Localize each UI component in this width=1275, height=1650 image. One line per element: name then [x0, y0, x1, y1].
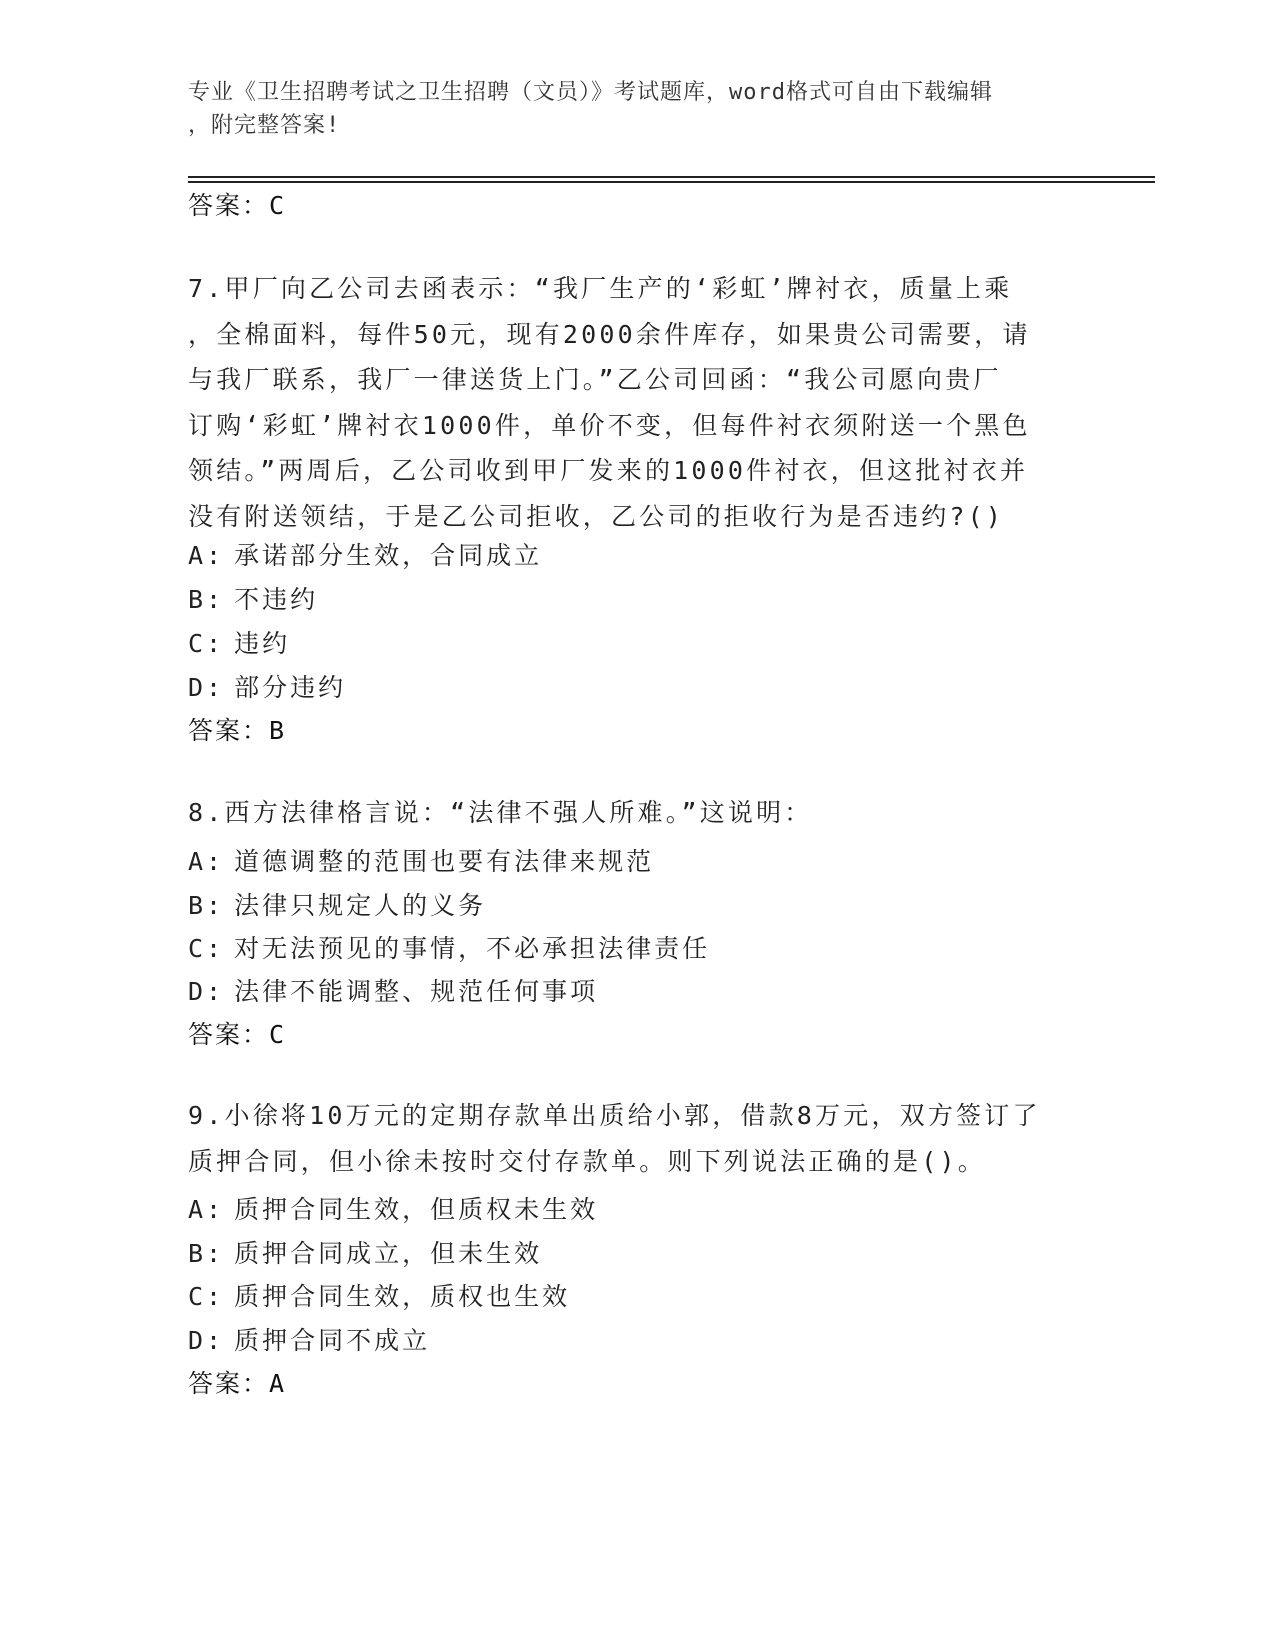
question-line: ，全棉面料，每件50元，现有2000余件库存，如果贵公司需要，请 — [188, 319, 1031, 349]
question-line: 没有附送领结，于是乙公司拒收，乙公司的拒收行为是否违约?() — [188, 501, 1005, 531]
question-8-answer — [188, 1015, 285, 1051]
answer-value: A — [269, 1369, 286, 1398]
option-letter: B: — [188, 585, 225, 614]
option-letter: A: — [188, 847, 225, 876]
prev-answer — [188, 186, 285, 222]
question-9-option-a — [188, 1190, 598, 1226]
question-8-option-b — [188, 886, 486, 922]
option-letter: A: — [188, 541, 225, 570]
option-letter: D: — [188, 673, 225, 702]
question-line: 与我厂联系，我厂一律送货上门。”乙公司回函：“我公司愿向贵厂 — [188, 365, 1002, 394]
question-line: 质押合同，但小徐未按时交付存款单。则下列说法正确的是()。 — [188, 1146, 986, 1176]
question-line: 9.小徐将10万元的定期存款单出质给小郭，借款8万元，双方签订了 — [188, 1101, 1041, 1130]
question-9-option-b — [188, 1234, 542, 1270]
question-7-option-b — [188, 580, 318, 616]
question-7-answer — [188, 711, 285, 747]
answer-label: 答案： — [188, 191, 270, 220]
option-letter: B: — [188, 1239, 225, 1268]
option-text: 不违约 — [234, 585, 319, 614]
option-text: 质押合同不成立 — [234, 1326, 431, 1355]
header-line-1: 专业《卫生招聘考试之卫生招聘（文员）》考试题库，word格式可自由下载编辑 — [188, 80, 993, 105]
option-letter: D: — [188, 977, 225, 1006]
question-9-stem — [188, 1093, 1078, 1184]
option-text: 承诺部分生效，合同成立 — [234, 541, 543, 570]
question-8-stem — [188, 790, 1078, 836]
question-7-option-c — [188, 624, 290, 660]
question-9-answer — [188, 1364, 285, 1400]
option-letter: C: — [188, 1282, 225, 1311]
option-text: 法律只规定人的义务 — [234, 891, 487, 920]
option-text: 违约 — [234, 629, 291, 658]
question-line: 订购‘彩虹’牌衬衣1000件，单价不变，但每件衬衣须附送一个黑色 — [188, 410, 1031, 440]
question-line: 领结。”两周后，乙公司收到甲厂发来的1000件衬衣，但这批衬衣并 — [188, 456, 1029, 485]
answer-label: 答案： — [188, 1020, 270, 1049]
option-text: 对无法预见的事情，不必承担法律责任 — [234, 934, 711, 963]
option-letter: A: — [188, 1195, 225, 1224]
question-line: 7.甲厂向乙公司去函表示：“我厂生产的‘彩虹’牌衬衣，质量上乘 — [188, 274, 1013, 303]
answer-label: 答案： — [188, 716, 270, 745]
question-8-option-a — [188, 842, 654, 878]
option-text: 道德调整的范围也要有法律来规范 — [234, 847, 655, 876]
question-8-option-c — [188, 929, 710, 965]
option-letter: B: — [188, 891, 225, 920]
question-9-option-c — [188, 1277, 570, 1313]
answer-value: C — [269, 1020, 286, 1049]
question-7-option-d — [188, 668, 346, 704]
answer-value: B — [269, 716, 286, 745]
header-line-2: ，附完整答案! — [188, 113, 341, 138]
option-text: 质押合同生效，但质权未生效 — [234, 1195, 599, 1224]
option-text: 质押合同生效，质权也生效 — [234, 1282, 571, 1311]
answer-value: C — [269, 191, 286, 220]
question-9-option-d — [188, 1321, 430, 1357]
option-text: 法律不能调整、规范任何事项 — [234, 977, 599, 1006]
question-7-option-a — [188, 536, 542, 572]
option-text: 质押合同成立，但未生效 — [234, 1239, 543, 1268]
question-7-stem — [188, 266, 1078, 539]
option-letter: C: — [188, 629, 225, 658]
option-text: 部分违约 — [234, 673, 347, 702]
header-divider-bottom — [188, 181, 1155, 183]
header-divider-top — [188, 176, 1155, 178]
page-header — [188, 76, 1068, 142]
option-letter: C: — [188, 934, 225, 963]
question-line: 8.西方法律格言说：“法律不强人所难。”这说明： — [188, 798, 813, 827]
option-letter: D: — [188, 1326, 225, 1355]
answer-label: 答案： — [188, 1369, 270, 1398]
question-8-option-d — [188, 972, 598, 1008]
